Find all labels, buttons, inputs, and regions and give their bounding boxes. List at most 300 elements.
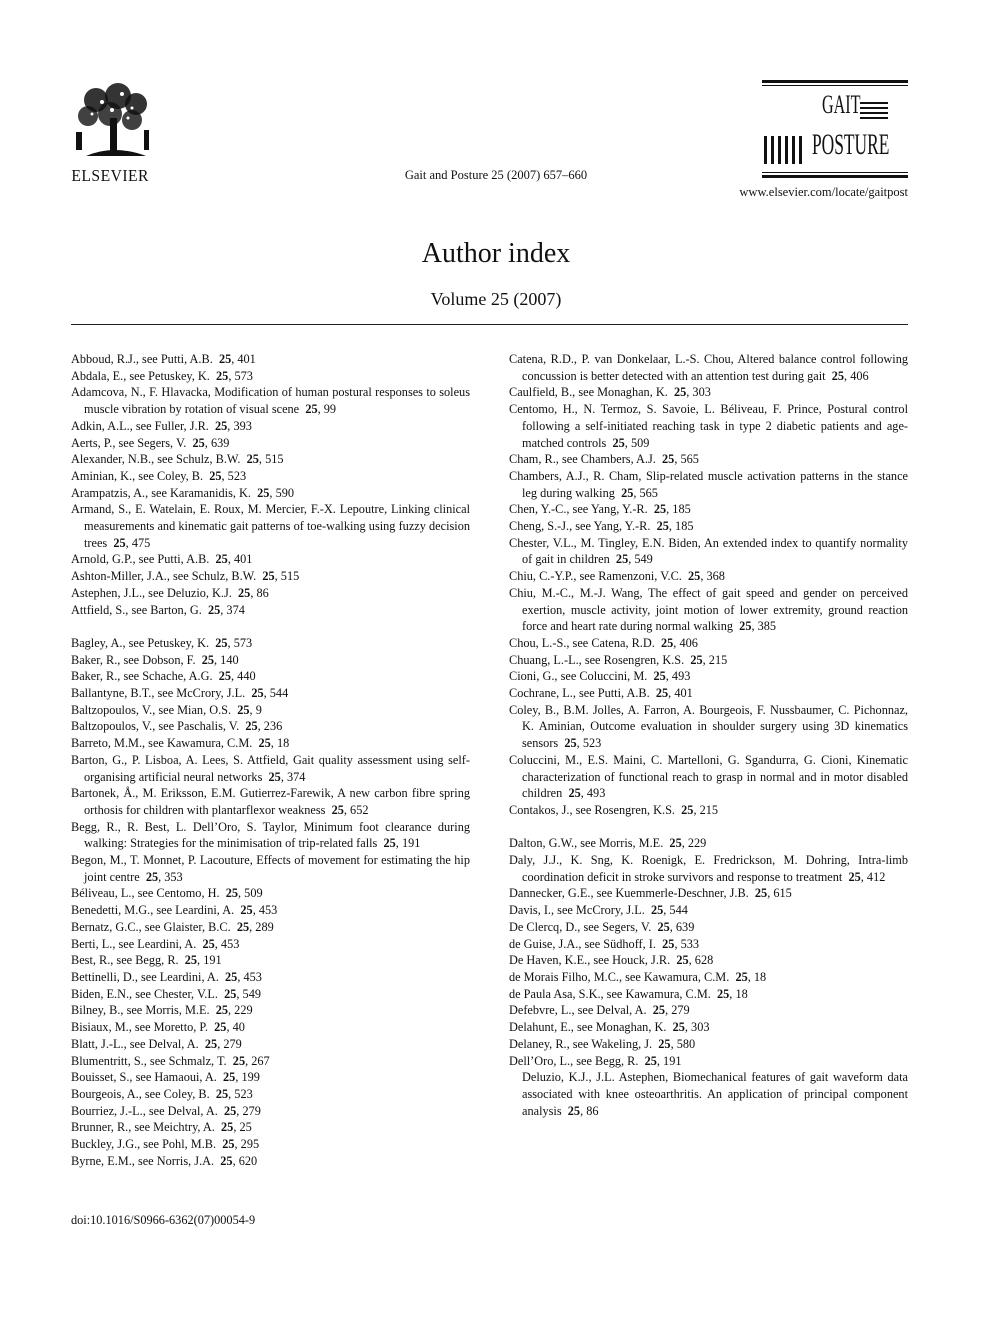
index-entry [71,919,470,936]
entry-page: , 229 [228,1003,253,1018]
index-entry [509,1002,908,1019]
entry-page: , 215 [702,652,728,667]
entry-volume: 25 [222,1137,235,1152]
entry-volume: 25 [184,953,198,968]
entry-volume: 25 [657,919,670,934]
entry-page: , 303 [684,1020,710,1035]
entry-volume: 25 [258,736,271,751]
entry-volume: 25 [220,1153,233,1168]
entry-volume: 25 [564,736,577,751]
index-entry [71,1136,470,1153]
entry-text: Baker, R., see Schache, A.G. [71,669,213,684]
entry-volume: 25 [215,552,228,567]
entry-volume: 25 [237,702,250,717]
entry-volume: 25 [251,686,264,701]
entry-page: , 523 [576,736,602,751]
entry-volume: 25 [681,802,694,817]
index-entry [71,435,470,452]
entry-page: , 615 [767,886,792,901]
entry-text: Ballantyne, B.T., see McCrory, J.L. [71,686,246,701]
index-entry [71,418,470,435]
entry-text: Chambers, A.J., R. Cham, Slip-related muscle activation patterns in the stance leg during walking [509,468,908,500]
journal-citation: Gait and Posture 25 (2007) 657–660 [404,168,588,182]
entry-volume: 25 [215,1003,229,1018]
entry-page: , 295 [234,1137,260,1152]
entry-volume: 25 [236,919,250,934]
entry-text: Blumentritt, S., see Schmalz, T. [71,1053,227,1068]
entry-page: , 406 [844,368,869,383]
entry-volume: 25 [621,485,634,500]
entry-page: , 453 [237,970,262,984]
entry-page: , 18 [729,986,748,1001]
entry-volume: 25 [192,435,205,450]
entry-page: , 573 [227,635,253,650]
index-entry [71,1053,470,1070]
entry-text: Dell’Oro, L., see Begg, R. [509,1053,639,1068]
entry-page: , 440 [231,669,256,684]
entry-page: , 86 [250,585,269,600]
entry-volume: 25 [690,652,703,667]
letter-gap [509,819,908,836]
entry-volume: 25 [653,502,667,517]
entry-volume: 25 [204,1036,218,1051]
entry-text: Bartonek, Å., M. Eriksson, E.M. Gutierrez-Farewik, A new carbon fibre spring orthosis for children with plantarflexor weakness [71,786,470,817]
index-entry [509,668,908,685]
entry-text: Adkin, A.L., see Fuller, J.R. [71,418,209,433]
entry-page: , 215 [693,802,719,817]
entry-text: Centomo, H., N. Termoz, S. Savoie, L. Béliveau, F. Prince, Postural control following a self-initiated reaching task in type 2 diabetic patients and age-matched controls [509,402,908,450]
entry-volume: 25 [735,970,748,984]
entry-volume: 25 [215,1086,229,1101]
entry-text: Delaney, R., see Wakeling, J. [509,1036,653,1051]
entry-text: Deluzio, K.J., J.L. Astephen, Biomechanical features of gait waveform data associated with knee osteoarthritis. An application of principal component analysis [522,1070,908,1118]
entry-volume: 25 [661,635,674,650]
entry-volume: 25 [673,385,687,400]
entry-text: Cheng, S.-J., see Yang, Y.-R. [509,519,651,534]
entry-volume: 25 [615,552,629,567]
entry-page: , 628 [688,953,714,968]
entry-text: Chiu, C.-Y.P., see Ramenzoni, V.C. [509,569,682,584]
entry-page: , 185 [668,519,694,534]
index-entry [71,368,470,385]
entry-page: , 199 [235,1070,260,1085]
index-entry [71,501,470,551]
entry-page: , 544 [263,686,289,701]
entry-text: Contakos, J., see Rosengren, K.S. [509,802,675,817]
index-entry [509,835,908,852]
entry-text: Begon, M., T. Monnet, P. Lacouture, Effects of movement for estimating the hip joint centre [71,853,470,884]
entry-page: , 533 [674,936,700,951]
entry-text: Chiu, M.-C., M.-J. Wang, The effect of gait speed and gender on perceived exertion, muscle activity, joint motion of lower extremity, ground reaction force and heart rate during normal walking [509,585,908,634]
entry-page: , 303 [686,385,711,400]
entry-text: Baltzopoulos, V., see Paschalis, V. [71,719,240,734]
entry-text: de Guise, J.A., see Südhoff, I. [509,936,656,951]
entry-page: , 523 [228,1086,253,1101]
entry-text: Bagley, A., see Petuskey, K. [71,635,210,650]
entry-page: , 191 [395,836,421,851]
entry-text: Bettinelli, D., see Leardini, A. [71,970,219,984]
entry-volume: 25 [232,1053,246,1068]
index-entry [509,852,908,885]
entry-page: , 580 [670,1036,696,1051]
entry-page: , 185 [666,502,691,517]
index-entry [509,501,908,518]
entry-text: de Paula Asa, S.K., see Kawamura, C.M. [509,986,711,1001]
index-entry [71,969,470,986]
entry-text: Dalton, G.W., see Morris, M.E. [509,836,664,851]
entry-volume: 25 [662,936,675,951]
entry-text: Alexander, N.B., see Schulz, B.W. [71,452,241,467]
entry-page: , 9 [249,702,262,717]
entry-volume: 25 [672,1020,685,1035]
entry-volume: 25 [383,836,396,851]
entry-volume: 25 [225,886,239,901]
entry-volume: 25 [202,936,215,951]
entry-page: , 515 [258,452,284,467]
entry-page: , 509 [238,886,263,901]
index-entry [509,652,908,669]
entry-page: , 289 [249,919,274,934]
logo-rule-bottom [762,175,908,178]
index-entry [71,1069,470,1086]
index-entry [509,1019,908,1036]
entry-text: Ashton-Miller, J.A., see Schulz, B.W. [71,569,257,584]
entry-page: , 549 [236,986,261,1001]
entry-text: Arnold, G.P., see Putti, A.B. [71,552,210,567]
index-entry [509,885,908,902]
index-entry [509,752,908,802]
index-entry [71,952,470,969]
entry-page: , 565 [633,485,658,500]
entry-volume: 25 [655,686,669,701]
index-entry [509,1069,908,1119]
index-entry [509,401,908,451]
entry-page: , 412 [860,869,886,884]
entry-volume: 25 [754,886,768,901]
index-entry [509,635,908,652]
entry-text: Catena, R.D., P. van Donkelaar, L.-S. Chou, Altered balance control following concussion is better detected with an attention test during gait [509,352,908,383]
logo-gait-word: GAIT [822,90,861,119]
entry-text: Aminian, K., see Coley, B. [71,468,204,483]
index-entry [71,635,470,652]
entry-text: Bourriez, J.-L., see Delval, A. [71,1103,218,1118]
entry-text: Béliveau, L., see Centomo, H. [71,886,220,901]
entry-page: , 191 [656,1053,682,1068]
entry-text: Brunner, R., see Meichtry, A. [71,1120,215,1135]
entry-volume: 25 [224,986,237,1001]
entry-text: Baker, R., see Dobson, F. [71,652,196,667]
entry-text: Benedetti, M.G., see Leardini, A. [71,903,235,918]
entry-volume: 25 [262,569,275,584]
entry-volume: 25 [676,953,689,968]
index-entry [509,1036,908,1053]
index-entry [71,819,470,852]
index-entry [509,518,908,535]
entry-text: Abboud, R.J., see Putti, A.B. [71,352,213,366]
entry-page: , 590 [269,485,295,500]
entry-page: , 279 [665,1003,690,1018]
index-entry [71,1002,470,1019]
entry-page: , 565 [674,452,699,467]
entry-volume: 25 [831,368,845,383]
entry-volume: 25 [221,1120,234,1135]
index-entry [71,551,470,568]
index-entry [509,1053,908,1070]
entry-text: De Haven, K.E., see Houck, J.R. [509,953,671,968]
entry-page: , 40 [226,1020,245,1035]
entry-text: Davis, I., see McCrory, J.L. [509,903,645,918]
index-entry [71,902,470,919]
entry-text: Arampatzis, A., see Karamanidis, K. [71,485,251,500]
entry-page: , 401 [227,552,253,567]
entry-page: , 453 [214,936,240,951]
right-column [509,351,908,1119]
entry-text: Adamcova, N., F. Hlavacka, Modification of human postural responses to soleus muscle vibration by rotation of visual scene [71,385,470,417]
entry-volume: 25 [145,869,159,884]
entry-page: , 374 [280,769,306,784]
index-entry [71,1153,470,1170]
entry-volume: 25 [848,869,861,884]
entry-page: , 573 [228,368,253,383]
entry-volume: 25 [567,1103,581,1118]
entry-volume: 25 [257,485,270,500]
entry-page: , 639 [669,919,695,934]
entry-page: , 549 [628,552,653,567]
entry-page: , 99 [317,402,337,417]
entry-volume: 25 [246,452,259,467]
entry-volume: 25 [240,903,253,918]
entry-volume: 25 [717,986,730,1001]
index-entry [71,351,470,368]
index-entry [71,1019,470,1036]
entry-volume: 25 [209,468,222,483]
index-entry [71,1103,470,1120]
entry-volume: 25 [215,418,228,433]
entry-volume: 25 [218,669,232,684]
index-entry [509,685,908,702]
entry-volume: 25 [658,1036,671,1051]
index-entry [509,451,908,468]
entry-page: , 523 [221,468,247,483]
entry-page: , 475 [125,535,151,550]
index-entry [509,535,908,568]
entry-volume: 25 [201,652,215,667]
entry-text: Bourgeois, A., see Coley, B. [71,1086,210,1101]
index-entry [71,451,470,468]
entry-text: Delahunt, E., see Monaghan, K. [509,1020,667,1035]
index-entry [71,384,470,417]
entry-volume: 25 [331,802,344,817]
entry-page: , 279 [217,1036,242,1051]
entry-text: Bouisset, S., see Hamaoui, A. [71,1070,217,1085]
entry-volume: 25 [218,352,232,366]
entry-text: Coluccini, M., E.S. Maini, C. Martelloni, G. Sgandurra, G. Cioni, Kinematic characterization of functional reach to grasp in normal and in motor disabled children [509,752,908,801]
index-entry [509,351,908,384]
index-entry [509,702,908,752]
index-entry [71,986,470,1003]
entry-text: Bisiaux, M., see Moretto, P. [71,1020,208,1035]
entry-volume: 25 [652,1003,666,1018]
entry-text: Bilney, B., see Morris, M.E. [71,1003,210,1018]
logo-rule-bottom-thin [762,172,908,173]
entry-page: , 493 [665,669,691,684]
entry-text: Begg, R., R. Best, L. Dell’Oro, S. Taylor, Minimum foot clearance during walking: Strategies for the minimisation of trip-related falls [71,819,470,851]
entry-text: de Morais Filho, M.C., see Kawamura, C.M. [509,970,730,984]
tree-icon [66,82,162,166]
entry-page: , 368 [700,569,725,584]
index-entry [71,718,470,735]
entry-volume: 25 [245,719,258,734]
entry-page: , 453 [252,903,278,918]
index-entry [71,468,470,485]
entry-text: Bernatz, G.C., see Glaister, B.C. [71,919,231,934]
logo-posture-word: POSTURE [812,128,890,161]
entry-volume: 25 [612,435,625,450]
entry-text: Barton, G., P. Lisboa, A. Lees, S. Attfield, Gait quality assessment using self-organising artificial neural networks [71,752,470,784]
entry-page: , 401 [668,686,693,701]
entry-text: Caulfield, B., see Monaghan, K. [509,385,668,400]
entry-page: , 86 [580,1103,599,1118]
entry-text: Cham, R., see Chambers, A.J. [509,452,656,467]
entry-volume: 25 [215,635,228,650]
index-entry [71,752,470,785]
entry-page: , 544 [663,903,688,918]
title-divider [71,324,908,325]
entry-text: Best, R., see Begg, R. [71,953,179,968]
entry-text: Attfield, S., see Barton, G. [71,602,202,617]
index-entry [71,702,470,719]
entry-text: Berti, L., see Leardini, A. [71,936,197,951]
index-entry [509,585,908,635]
entry-page: , 515 [274,569,300,584]
entry-text: Chen, Y.-C., see Yang, Y.-R. [509,502,648,517]
entry-volume: 25 [223,1070,236,1085]
index-entry [509,986,908,1003]
entry-text: Cochrane, L., see Putti, A.B. [509,686,650,701]
entry-page: , 229 [681,836,707,851]
index-entry [71,1119,470,1136]
entry-text: Blatt, J.-L., see Delval, A. [71,1036,199,1051]
entry-page: , 401 [231,352,256,366]
entry-page: , 406 [673,635,698,650]
index-entry [509,919,908,936]
entry-text: Astephen, J.L., see Deluzio, K.J. [71,585,232,600]
entry-page: , 493 [580,786,606,801]
entry-volume: 25 [662,452,675,467]
left-column [71,351,470,1169]
entry-page: , 374 [220,602,245,617]
entry-volume: 25 [268,769,281,784]
entry-volume: 25 [224,1103,237,1118]
entry-volume: 25 [656,519,669,534]
index-entry [509,936,908,953]
index-entry [71,852,470,885]
index-entry [71,735,470,752]
entry-page: , 140 [214,652,239,667]
index-entry [71,785,470,818]
journal-url[interactable]: www.elsevier.com/locate/gaitpost [739,185,908,199]
entry-volume: 25 [653,669,666,684]
entry-volume: 25 [113,535,126,550]
entry-text: Chester, V.L., M. Tingley, E.N. Biden, An extended index to quantify normality of gait in children [509,535,908,567]
index-entry [71,652,470,669]
entry-text: Daly, J.J., K. Sng, K. Roenigk, E. Fredrickson, M. Dohring, Intra-limb coordination deficit in stroke survivors and response to treatment [509,853,908,884]
entry-page: , 652 [343,802,369,817]
page-subtitle: Volume 25 (2007) [430,289,562,309]
index-entry [71,485,470,502]
index-entry [509,802,908,819]
entry-text: Buckley, J.G., see Pohl, M.B. [71,1137,217,1152]
entry-volume: 25 [225,970,238,984]
entry-text: Barreto, M.M., see Kawamura, C.M. [71,736,253,751]
index-entry [509,468,908,501]
entry-volume: 25 [207,602,221,617]
entry-page: , 279 [236,1103,261,1118]
index-entry [509,952,908,969]
entry-text: Biden, E.N., see Chester, V.L. [71,986,218,1001]
entry-page: , 620 [232,1153,258,1168]
index-entry [71,668,470,685]
entry-volume: 25 [214,1020,227,1035]
entry-volume: 25 [688,569,701,584]
entry-text: Aerts, P., see Segers, V. [71,435,187,450]
index-entry [509,568,908,585]
entry-text: Defebvre, L., see Delval, A. [509,1003,647,1018]
doi[interactable]: doi:10.1016/S0966-6362(07)00054-9 [71,1213,256,1227]
entry-text: Cioni, G., see Coluccini, M. [509,669,648,684]
entry-text: Chou, L.-S., see Catena, R.D. [509,635,655,650]
publisher-name: ELSEVIER [71,166,149,185]
entry-volume: 25 [669,836,682,851]
entry-text: Byrne, E.M., see Norris, J.A. [71,1153,215,1168]
index-entry [509,969,908,986]
entry-volume: 25 [568,786,581,801]
entry-volume: 25 [305,402,318,417]
index-entry [71,602,470,619]
entry-page: , 639 [204,435,230,450]
index-entry [71,936,470,953]
entry-page: , 393 [227,418,252,433]
entry-volume: 25 [739,619,752,634]
entry-page: , 18 [270,736,290,751]
entry-text: Coley, B., B.M. Jolles, A. Farron, A. Bourgeois, F. Nussbaumer, C. Pichonnaz, K. Aminian, Outcome evaluation in shoulder surgery using 3D kinematics sensors [509,702,908,751]
index-entry [71,685,470,702]
index-entry [71,568,470,585]
index-entry [71,1086,470,1103]
entry-page: , 18 [747,970,767,984]
index-entry [509,384,908,401]
entry-page: , 236 [257,719,283,734]
index-entry [71,585,470,602]
entry-text: Baltzopoulos, V., see Mian, O.S. [71,702,232,717]
entry-page: , 509 [624,435,650,450]
index-entry [71,885,470,902]
entry-page: , 25 [233,1120,252,1135]
entry-text: Armand, S., E. Watelain, E. Roux, M. Mercier, F.-X. Lepoutre, Linking clinical measurements and kinematic gait patterns of toe-walking using fuzzy decision trees [71,502,470,550]
entry-text: Chuang, L.-L., see Rosengren, K.S. [509,652,685,667]
entry-text: Abdala, E., see Petuskey, K. [71,368,210,383]
entry-page: , 385 [751,619,777,634]
entry-volume: 25 [238,585,251,600]
entry-page: , 353 [158,869,183,884]
index-entry [71,1036,470,1053]
entry-page: , 267 [245,1053,270,1068]
journal-logo [762,80,908,180]
entry-volume: 25 [650,903,664,918]
entry-text: Dannecker, G.E., see Kuemmerle-Deschner, J.B. [509,886,749,901]
entry-text: De Clercq, D., see Segers, V. [509,919,652,934]
entry-volume: 25 [644,1053,657,1068]
